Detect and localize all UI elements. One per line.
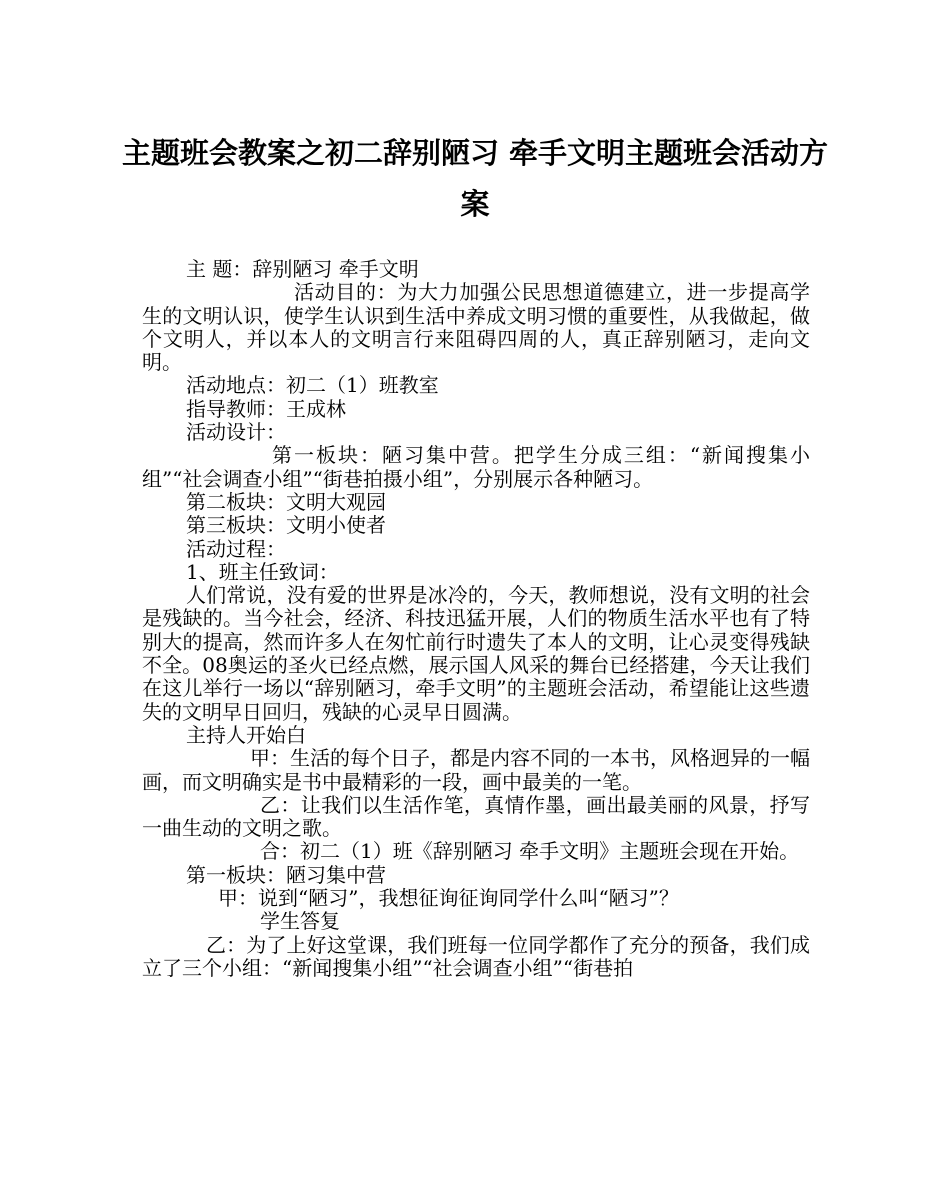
paragraph-host-a: 甲：生活的每个日子，都是内容不同的一本书，风格迥异的一幅画，而文明确实是书中最精彩的一段，画中最美的一笔。: [142, 746, 810, 794]
paragraph-block-one: 第一板块：陋习集中营。把学生分成三组：“新闻搜集小组”“社会调查小组”“街巷拍摄小组”，分别展示各种陋习。: [142, 443, 810, 491]
paragraph-design-heading: 活动设计：: [186, 420, 286, 445]
paragraph-purpose: 活动目的：为大力加强公民思想道德建立，进一步提高学生的文明认识，使学生认识到生活中养成文明习惯的重要性，从我做起，做个文明人，并以本人的文明言行来阻碍四周的人，真正辞别陋习，走向文明。: [142, 280, 810, 375]
paragraph-teacher-speech-heading: 1、班主任致词：: [186, 559, 339, 584]
paragraph-host-b-groups: 乙：为了上好这堂课，我们班每一位同学都作了充分的预备，我们成立了三个小组：“新闻搜集小组”“社会调查小组”“街巷拍: [142, 932, 810, 980]
document-title: 主题班会教案之初二辞别陋习 牵手文明主题班会活动方案: [121, 136, 829, 221]
paragraph-process-heading: 活动过程：: [186, 536, 286, 561]
paragraph-host-a-question: 甲：说到“陋习”，我想征询征询同学什么叫“陋习”？: [218, 886, 679, 911]
paragraph-block-two: 第二板块：文明大观园: [186, 489, 386, 514]
paragraph-host-together: 合：初二（1）班《辞别陋习 牵手文明》主题班会现在开始。: [260, 839, 800, 864]
paragraph-teacher-speech: 人们常说，没有爱的世界是冰冷的，今天，教师想说，没有文明的社会是残缺的。当今社会，经济、科技迅猛开展，人们的物质生活水平也有了特别大的提高，然而许多人在匆忙前行时遗失了本人的文明，让心灵变得残缺不全。08奥运的圣火已经点燃，展示国人风采的舞台已经搭建，今天让我们在这儿举行一场以“辞别陋习，牵手文明”的主题班会活动，希望能让这些遗失的文明早日回归，残缺的心灵早日圆满。: [142, 583, 810, 724]
paragraph-teacher: 指导教师：王成林: [186, 396, 346, 421]
paragraph-host-b: 乙：让我们以生活作笔，真情作墨，画出最美丽的风景，抒写一曲生动的文明之歌。: [142, 792, 810, 841]
paragraph-student-answer: 学生答复: [260, 909, 340, 934]
paragraph-location: 活动地点：初二（1）班教室: [186, 373, 439, 398]
paragraph-theme: 主 题：辞别陋习 牵手文明: [186, 257, 419, 281]
paragraph-block-one-heading: 第一板块：陋习集中营: [186, 862, 386, 887]
paragraph-block-three: 第三板块：文明小使者: [186, 513, 386, 538]
paragraph-host-opening: 主持人开始白: [186, 722, 306, 747]
document-body: [142, 258, 810, 980]
